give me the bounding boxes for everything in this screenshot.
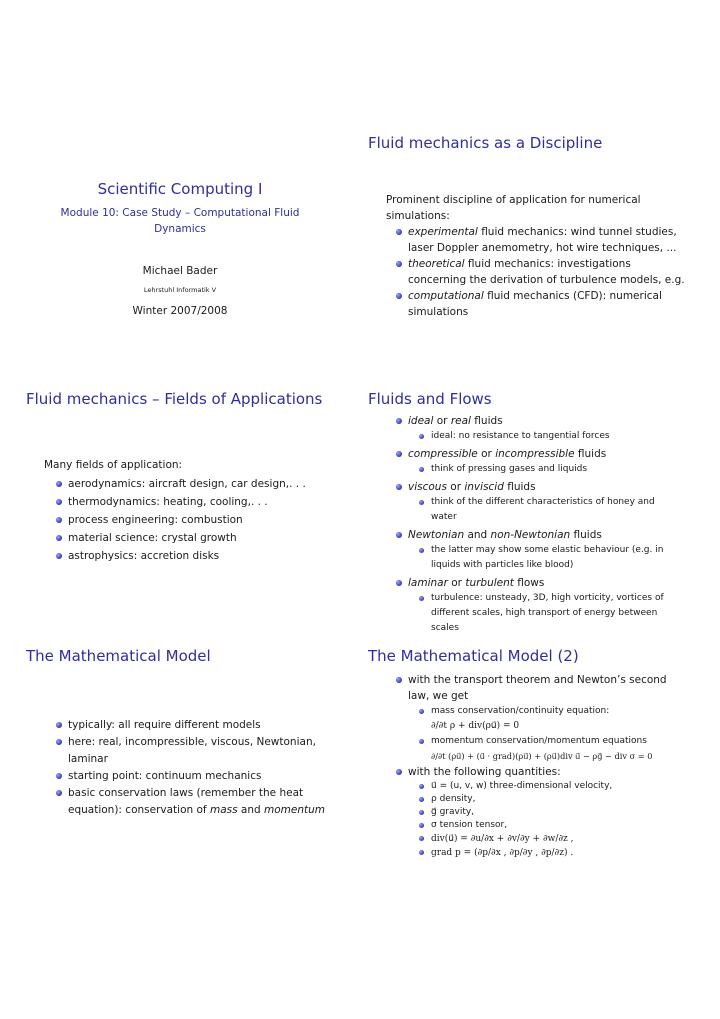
- affiliation: Lehrstuhl Informatik V: [143, 286, 217, 294]
- list-item: viscous or inviscid fluids: [386, 479, 706, 495]
- list-item: experimental fluid mechanics: wind tunnel studies, laser Doppler anemometry, hot wire techniques, ...: [386, 224, 685, 256]
- list-item: compressible or incompressible fluids: [386, 446, 706, 462]
- presentation-subtitle: Module 10: Case Study – Computational Fluid Dynamics: [60, 207, 300, 235]
- list-item: basic conservation laws (remember the heat equation): conservation of mass and momentum: [46, 785, 325, 819]
- discipline-list: [386, 224, 685, 320]
- list-item: process engineering: combustion: [46, 511, 306, 529]
- bullet-icon: [396, 532, 402, 538]
- bullet-icon: [396, 580, 402, 586]
- bullet-icon: [419, 739, 424, 744]
- presentation-title: Scientific Computing I: [97, 180, 263, 198]
- slide-title: Fluids and Flows: [368, 390, 492, 408]
- bullet-icon: [419, 836, 424, 841]
- list-item: aerodynamics: aircraft design, car design,. . .: [46, 475, 306, 493]
- bullet-icon: [396, 261, 402, 267]
- bullet-icon: [56, 722, 62, 728]
- bullet-icon: [56, 517, 62, 523]
- bullet-icon: [419, 596, 424, 601]
- bullet-icon: [419, 709, 424, 714]
- fluids-list: [386, 413, 706, 636]
- list-item: thermodynamics: heating, cooling,. . .: [46, 493, 306, 511]
- sub-item: turbulence: unsteady, 3D, high vorticity, vortices of different scales, high transport of energy between scales: [386, 591, 706, 636]
- date: Winter 2007/2008: [132, 305, 228, 317]
- bullet-icon: [56, 499, 62, 505]
- slide-fluid-mechanics-discipline: [368, 130, 708, 330]
- sub-item: g⃗ gravity,: [386, 806, 706, 819]
- sub-item: think of the different characteristics of honey and water: [386, 495, 706, 525]
- intro-text: Prominent discipline of application for numerical simulations:: [386, 194, 641, 222]
- sub-item: grad p = (∂p/∂x , ∂p/∂y , ∂p/∂z) .: [386, 846, 706, 860]
- applications-list: [46, 475, 306, 565]
- slide-fluids-and-flows: [368, 390, 708, 640]
- bullet-icon: [419, 823, 424, 828]
- list-item: with the transport theorem and Newton’s second law, we get: [386, 672, 706, 704]
- sub-item: div(u⃗) = ∂u/∂x + ∂v/∂y + ∂w/∂z ,: [386, 832, 706, 846]
- bullet-icon: [396, 451, 402, 457]
- slide-fields-of-applications: [26, 390, 366, 580]
- slide-title: The Mathematical Model (2): [368, 647, 579, 665]
- bullet-icon: [419, 434, 424, 439]
- bullet-icon: [419, 467, 424, 472]
- list-item: Newtonian and non-Newtonian fluids: [386, 527, 706, 543]
- bullet-icon: [56, 790, 62, 796]
- sub-item: u⃗ = (u, v, w) three-dimensional velocity,: [386, 780, 706, 793]
- sub-item: momentum conservation/momentum equations: [386, 734, 706, 749]
- sub-item: σ tension tensor,: [386, 819, 706, 832]
- bullet-icon: [419, 500, 424, 505]
- bullet-icon: [419, 850, 424, 855]
- bullet-icon: [396, 293, 402, 299]
- model2-list: [386, 672, 706, 860]
- bullet-icon: [396, 229, 402, 235]
- bullet-icon: [56, 739, 62, 745]
- bullet-icon: [396, 418, 402, 424]
- model-list: [46, 717, 325, 819]
- momentum-equation: ∂/∂t (ρu⃗) + (u⃗ · grad)(ρu⃗) + (ρu⃗)div u⃗ − ρg⃗ − div σ = 0: [431, 751, 653, 761]
- list-item: ideal or real fluids: [386, 413, 706, 429]
- slide-title: The Mathematical Model: [26, 647, 211, 665]
- bullet-icon: [396, 484, 402, 490]
- bullet-icon: [56, 553, 62, 559]
- bullet-icon: [396, 677, 402, 683]
- bullet-icon: [396, 769, 402, 775]
- list-item: with the following quantities:: [386, 764, 706, 780]
- list-item: starting point: continuum mechanics: [46, 768, 325, 785]
- sub-item: mass conservation/continuity equation:: [386, 704, 706, 719]
- continuity-equation: ∂/∂t ρ + div(ρu⃗) = 0: [431, 721, 520, 731]
- sub-item: the latter may show some elastic behaviour (e.g. in liquids with particles like blood): [386, 543, 706, 573]
- list-item: typically: all require different models: [46, 717, 325, 734]
- list-item: theoretical fluid mechanics: investigations concerning the derivation of turbulence models, e.g.: [386, 256, 685, 288]
- slide-title: [10, 170, 350, 340]
- list-item: laminar or turbulent flows: [386, 575, 706, 591]
- bullet-icon: [419, 797, 424, 802]
- list-item: astrophysics: accretion disks: [46, 547, 306, 565]
- list-item: computational fluid mechanics (CFD): numerical simulations: [386, 288, 685, 320]
- bullet-icon: [56, 481, 62, 487]
- slide-mathematical-model: [26, 647, 366, 847]
- slide-mathematical-model-2: [368, 647, 708, 887]
- bullet-icon: [56, 535, 62, 541]
- bullet-icon: [419, 784, 424, 789]
- bullet-icon: [419, 810, 424, 815]
- bullet-icon: [419, 548, 424, 553]
- slide-title: Fluid mechanics – Fields of Applications: [26, 390, 323, 408]
- slide-title: Fluid mechanics as a Discipline: [368, 134, 603, 152]
- bullet-icon: [56, 773, 62, 779]
- list-item: here: real, incompressible, viscous, Newtonian, laminar: [46, 734, 325, 768]
- sub-item: think of pressing gases and liquids: [386, 462, 706, 477]
- author: Michael Bader: [142, 265, 218, 277]
- list-item: material science: crystal growth: [46, 529, 306, 547]
- intro-text: Many fields of application:: [44, 459, 183, 471]
- sub-item: ideal: no resistance to tangential forces: [386, 429, 706, 444]
- sub-item: ρ density,: [386, 793, 706, 806]
